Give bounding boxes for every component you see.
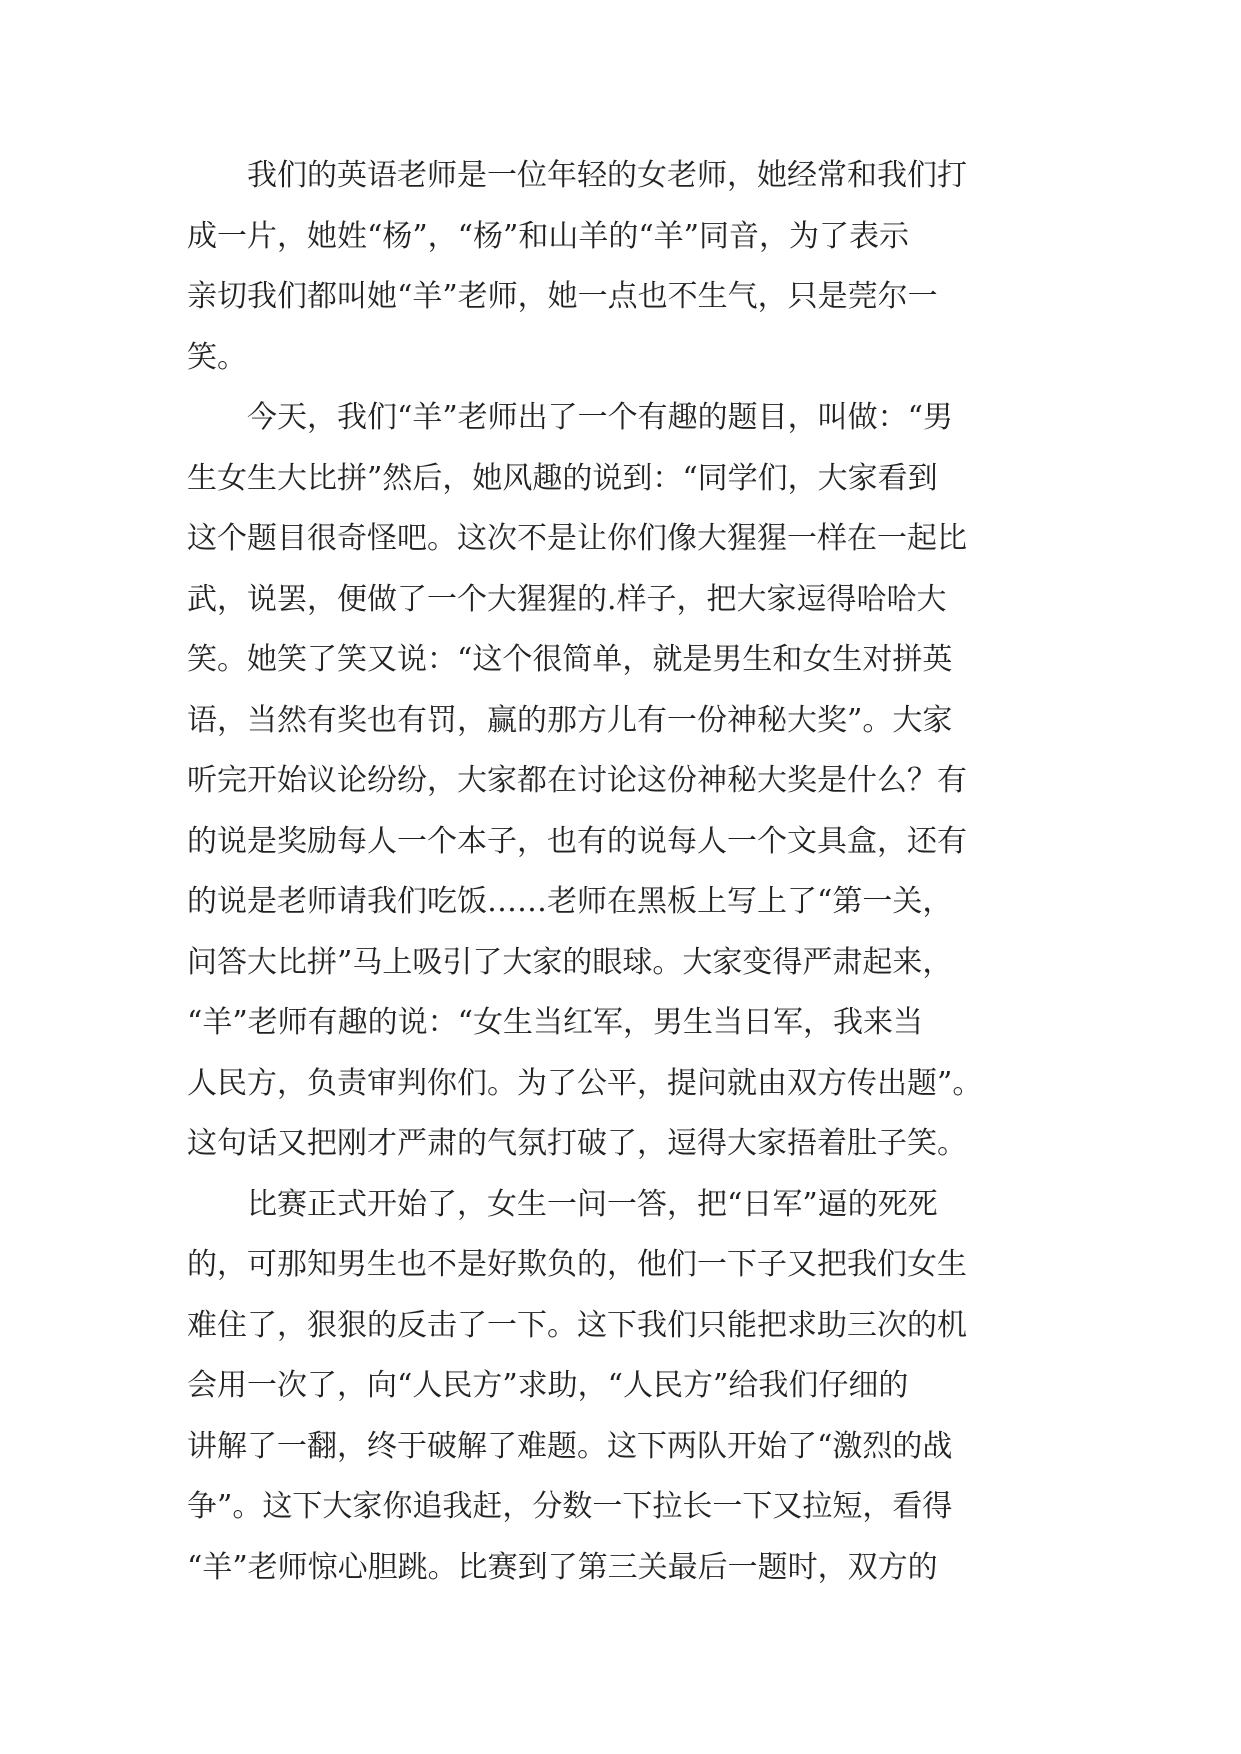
text-line: 比赛正式开始了，女生一问一答，把“日军”逼的死死: [187, 1186, 938, 1222]
text-line: 今天，我们“羊”老师出了一个有趣的题目，叫做：“男: [187, 400, 954, 435]
body-text: [187, 146, 1055, 1598]
text-line: 问答大比拼”马上吸引了大家的眼球。大家变得严肃起来，: [187, 944, 953, 980]
text-line: “羊”老师有趣的说：“女生当红军，男生当日军，我来当: [187, 1005, 924, 1040]
text-line: 难住了，狠狠的反击了一下。这下我们只能把求助三次的机: [187, 1307, 967, 1343]
text-line: 争”。这下大家你追我赶，分数一下拉长一下又拉短，看得: [187, 1489, 953, 1524]
text-line: 讲解了一翻，终于破解了难题。这下两队开始了“激烈的战: [187, 1428, 953, 1464]
text-line: 的说是老师请我们吃饭……老师在黑板上写上了“第一关，: [187, 884, 953, 919]
text-line: 语，当然有奖也有罚，赢的那方儿有一份神秘大奖”。大家: [187, 702, 953, 738]
text-line: 的说是奖励每人一个本子，也有的说每人一个文具盒，还有: [187, 823, 967, 859]
text-line: 这个题目很奇怪吧。这次不是让你们像大猩猩一样在一起比: [187, 521, 967, 556]
text-line: 生女生大比拼”然后，她风趣的说到：“同学们，大家看到: [187, 460, 938, 496]
text-line: 会用一次了，向“人民方”求助，“人民方”给我们仔细的: [187, 1368, 909, 1403]
paragraph-1: [187, 146, 1055, 388]
text-line: 的，可那知男生也不是好欺负的，他们一下子又把我们女生: [187, 1247, 967, 1282]
text-line: 成一片，她姓“杨”，“杨”和山羊的“羊”同音，为了表示: [187, 218, 910, 254]
text-line: 这句话又把刚才严肃的气氛打破了，逗得大家捂着肚子笑。: [187, 1126, 967, 1161]
text-line: 我们的英语老师是一位年轻的女老师，她经常和我们打: [187, 158, 967, 193]
paragraph-2: [187, 388, 1055, 1175]
text-line: 人民方，负责审判你们。为了公平，提问就由双方传出题”。: [187, 1065, 983, 1101]
text-line: 笑。她笑了笑又说：“这个很简单，就是男生和女生对拼英: [187, 642, 953, 677]
text-line: 武，说罢，便做了一个大猩猩的.样子，把大家逗得哈哈大: [187, 581, 947, 617]
text-line: 听完开始议论纷纷，大家都在讨论这份神秘大奖是什么？有: [187, 763, 967, 798]
paragraph-3: [187, 1175, 1055, 1599]
text-line: “羊”老师惊心胆跳。比赛到了第三关最后一题时，双方的: [187, 1549, 938, 1585]
text-line: 亲切我们都叫她“羊”老师，她一点也不生气，只是莞尔一: [187, 279, 938, 314]
text-line: 笑。: [187, 339, 247, 375]
